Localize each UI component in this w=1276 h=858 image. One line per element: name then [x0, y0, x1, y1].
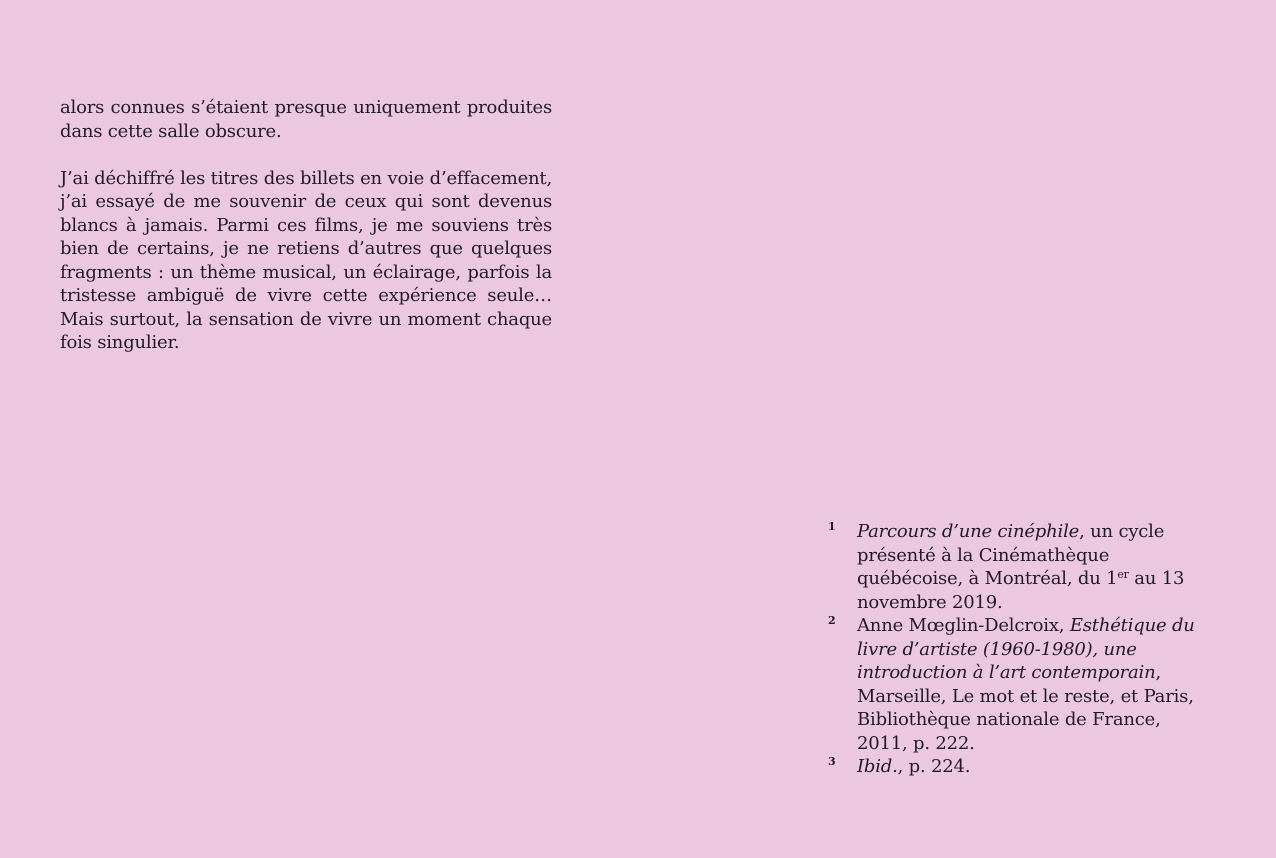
- footnote-3: [828, 755, 1208, 779]
- footnote-2: [828, 614, 1208, 755]
- footnote-number: 2: [828, 614, 836, 627]
- footnote-text: [857, 755, 1208, 779]
- body-paragraph-2: J’ai déchiffré les titres des billets en voie d’effacement, j’ai essayé de me souvenir de ceux qui sont devenus blancs à jamais. Parmi ces films, je me souviens très bien de certains, je ne retiens d’autres que quelques fragments : un thème musical, un éclairage, parfois la tristesse ambiguë de vivre cette expérience seule… Mais surtout, la sensation de vivre un moment chaque fois singulier.: [60, 167, 552, 353]
- footnote-body: , un cycle présenté à la Cinémathèque québécoise, à Montréal, du 1: [857, 521, 1165, 589]
- footnote-number: 1: [828, 520, 836, 533]
- footnote-body: au 13 novembre 2019.: [857, 568, 1185, 613]
- footnotes: [828, 520, 1208, 779]
- footnote-body: , Marseille, Le mot et le reste, et Paris, Bibliothèque nationale de France, 2011, p. 222.: [857, 662, 1194, 754]
- footnote-1: [828, 520, 1208, 614]
- footnote-title: Parcours d’une cinéphile: [857, 521, 1080, 542]
- footnote-text: [857, 520, 1208, 614]
- body-text-column: [60, 96, 552, 378]
- footnote-superscript: er: [1117, 568, 1129, 581]
- body-paragraph-1: alors connues s’étaient presque uniquement produites dans cette salle obscure.: [60, 97, 552, 142]
- footnote-title: Esthétique du livre d’artiste (1960-1980), une introduction à l’art contemporain: [857, 615, 1195, 683]
- footnote-title: Ibid.: [857, 756, 898, 777]
- footnote-text: [857, 614, 1208, 755]
- footnote-author: Anne Mœglin-Delcroix,: [857, 615, 1070, 636]
- footnote-number: 3: [828, 755, 836, 768]
- footnote-body: , p. 224.: [897, 756, 971, 777]
